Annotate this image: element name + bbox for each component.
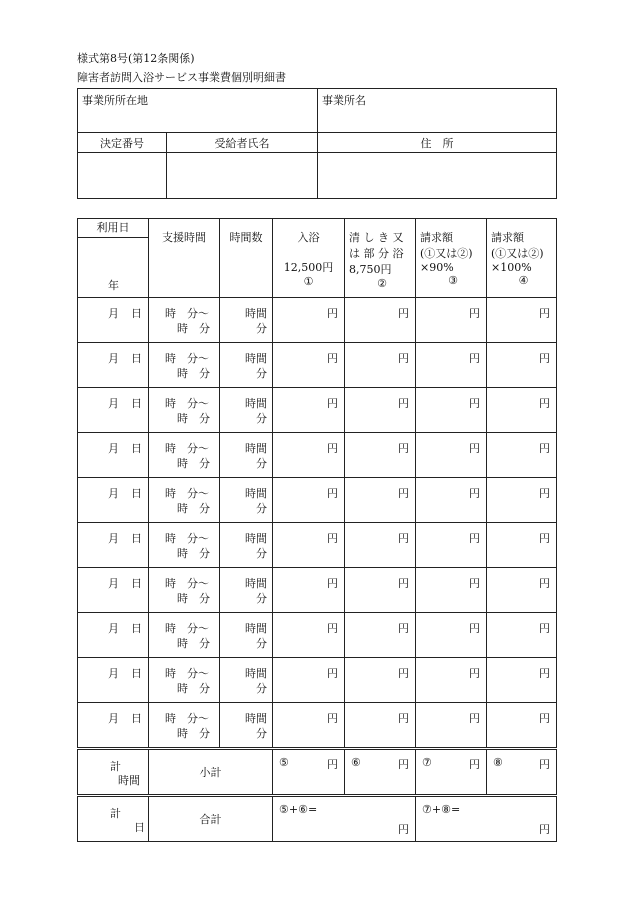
time-start-label: 時 分〜 xyxy=(165,352,209,365)
claim100-mark: ④ xyxy=(518,274,529,287)
time-end-label: 時 分 xyxy=(177,457,210,470)
time-start-label: 時 分〜 xyxy=(165,532,209,545)
bath-amount[interactable] xyxy=(273,433,345,478)
claim90-amount[interactable] xyxy=(416,703,487,749)
hours-cell[interactable] xyxy=(220,298,273,343)
yen-label: 円 xyxy=(539,667,550,680)
total-7-8[interactable] xyxy=(416,796,557,842)
time-start-label: 時 分〜 xyxy=(165,442,209,455)
yen-label: 円 xyxy=(469,577,480,590)
month-label: 月 xyxy=(108,622,119,635)
time-end-label: 時 分 xyxy=(177,367,210,380)
claim90-amount[interactable] xyxy=(416,568,487,613)
day-label: 日 xyxy=(131,352,142,365)
claim100-amount[interactable] xyxy=(487,523,557,568)
yen-label: 円 xyxy=(469,487,480,500)
date-cell[interactable] xyxy=(78,703,149,749)
hours-m-label: 分 xyxy=(256,367,267,380)
day-label: 日 xyxy=(131,307,142,320)
yen-label: 円 xyxy=(327,667,338,680)
month-label: 月 xyxy=(108,532,119,545)
claim100-amount[interactable] xyxy=(487,568,557,613)
yen-label: 円 xyxy=(539,712,550,725)
yen-label: 円 xyxy=(327,307,338,320)
table-row xyxy=(78,298,557,343)
date-cell[interactable] xyxy=(78,343,149,388)
office-address-label: 事業所所在地 xyxy=(82,94,148,107)
yen-label: 円 xyxy=(469,712,480,725)
date-cell[interactable] xyxy=(78,298,149,343)
yen-label: 円 xyxy=(539,532,550,545)
hours-cell[interactable] xyxy=(220,613,273,658)
bath-amount[interactable] xyxy=(273,703,345,749)
yen-label: 円 xyxy=(398,397,409,410)
bath-amount[interactable] xyxy=(273,658,345,703)
yen-label: 円 xyxy=(327,577,338,590)
date-cell[interactable] xyxy=(78,658,149,703)
bath-label: 入浴 xyxy=(297,231,320,244)
time-header: 支援時間 xyxy=(149,219,220,298)
yen-label: 円 xyxy=(469,307,480,320)
hours-h-label: 時間 xyxy=(245,352,267,365)
recipient-name-field[interactable] xyxy=(167,153,318,199)
yen-label: 円 xyxy=(398,577,409,590)
day-label: 日 xyxy=(131,577,142,590)
hours-h-label: 時間 xyxy=(245,532,267,545)
month-label: 月 xyxy=(108,307,119,320)
day-label: 日 xyxy=(131,532,142,545)
hours-h-label: 時間 xyxy=(245,577,267,590)
day-label: 日 xyxy=(131,712,142,725)
claim100-amount[interactable] xyxy=(487,478,557,523)
time-end-label: 時 分 xyxy=(177,637,210,650)
yen-label: 円 xyxy=(398,622,409,635)
wipe-mark: ② xyxy=(377,277,387,290)
yen-8: 円 xyxy=(539,758,550,771)
claim100-amount[interactable] xyxy=(487,613,557,658)
month-label: 月 xyxy=(108,442,119,455)
yen-label: 円 xyxy=(539,397,550,410)
hours-h-label: 時間 xyxy=(245,712,267,725)
hours-cell[interactable] xyxy=(220,343,273,388)
yen-label: 円 xyxy=(539,442,550,455)
claim100-amount[interactable] xyxy=(487,433,557,478)
wipe-amount[interactable] xyxy=(345,433,416,478)
hours-m-label: 分 xyxy=(256,682,267,695)
hours-m-label: 分 xyxy=(256,727,267,740)
time-end-label: 時 分 xyxy=(177,682,210,695)
hours-cell[interactable] xyxy=(220,658,273,703)
hours-cell[interactable] xyxy=(220,478,273,523)
yen-label: 円 xyxy=(327,532,338,545)
wipe-amount[interactable] xyxy=(345,478,416,523)
office-name-label: 事業所名 xyxy=(322,94,366,107)
day-label: 日 xyxy=(131,487,142,500)
office-address-field[interactable] xyxy=(78,89,318,133)
wipe-label-2: は 部 分 浴 xyxy=(349,247,404,260)
date-cell[interactable] xyxy=(78,568,149,613)
data-rows xyxy=(78,298,557,749)
formula-7-8: ⑦+⑧= xyxy=(422,803,461,816)
time-end-label: 時 分 xyxy=(177,502,210,515)
total-label: 合計 xyxy=(149,796,273,842)
wipe-amount[interactable] xyxy=(345,703,416,749)
bath-amount[interactable] xyxy=(273,388,345,433)
yen-label: 円 xyxy=(398,667,409,680)
yen-label: 円 xyxy=(539,352,550,365)
yen-label: 円 xyxy=(398,487,409,500)
hours-h-label: 時間 xyxy=(245,442,267,455)
time-start-label: 時 分〜 xyxy=(165,397,209,410)
day-label: 日 xyxy=(131,442,142,455)
claim100-amount[interactable] xyxy=(487,343,557,388)
table-row xyxy=(78,703,557,749)
wipe-amount[interactable] xyxy=(345,658,416,703)
yen-56: 円 xyxy=(398,823,409,836)
yen-label: 円 xyxy=(398,352,409,365)
time-end-label: 時 分 xyxy=(177,727,210,740)
date-header: 利用日 xyxy=(78,219,149,238)
address-header: 住 所 xyxy=(318,133,557,153)
table-row xyxy=(78,568,557,613)
table-row xyxy=(78,523,557,568)
claim90-amount[interactable] xyxy=(416,613,487,658)
claim100-amount[interactable] xyxy=(487,388,557,433)
hours-m-label: 分 xyxy=(256,637,267,650)
yen-label: 円 xyxy=(398,307,409,320)
month-label: 月 xyxy=(108,577,119,590)
month-label: 月 xyxy=(108,487,119,500)
day-label: 日 xyxy=(131,397,142,410)
total-5-6[interactable] xyxy=(273,796,416,842)
date-cell[interactable] xyxy=(78,388,149,433)
claim100-amount[interactable] xyxy=(487,703,557,749)
claim90-amount[interactable] xyxy=(416,433,487,478)
month-label: 月 xyxy=(108,667,119,680)
hours-h-label: 時間 xyxy=(245,622,267,635)
time-cell[interactable] xyxy=(149,388,220,433)
year-cell xyxy=(78,238,149,298)
day-label: 日 xyxy=(131,622,142,635)
wipe-price: 8,750円 xyxy=(349,263,392,276)
hours-m-label: 分 xyxy=(256,592,267,605)
subtotal-6[interactable] xyxy=(345,749,416,796)
yen-label: 円 xyxy=(469,352,480,365)
bath-price: 12,500円 xyxy=(283,261,334,274)
hours-m-label: 分 xyxy=(256,502,267,515)
hours-h-label: 時間 xyxy=(245,667,267,680)
bath-amount[interactable] xyxy=(273,613,345,658)
wipe-amount[interactable] xyxy=(345,613,416,658)
claim100-label-2: (①又は②) xyxy=(491,247,544,260)
month-label: 月 xyxy=(108,352,119,365)
bath-amount[interactable] xyxy=(273,568,345,613)
mark-8: ⑧ xyxy=(493,756,503,769)
claim90-amount[interactable] xyxy=(416,523,487,568)
subtotal-7[interactable] xyxy=(416,749,487,796)
claim90-amount[interactable] xyxy=(416,658,487,703)
claim100-label-1: 請求額 xyxy=(491,231,524,244)
yen-label: 円 xyxy=(539,487,550,500)
hours-cell[interactable] xyxy=(220,703,273,749)
time-cell[interactable] xyxy=(149,613,220,658)
subtotal-count-cell xyxy=(78,749,149,796)
time-start-label: 時 分〜 xyxy=(165,712,209,725)
yen-7: 円 xyxy=(469,758,480,771)
wipe-amount[interactable] xyxy=(345,388,416,433)
claim90-label-1: 請求額 xyxy=(420,231,453,244)
formula-5-6: ⑤+⑥= xyxy=(279,803,318,816)
table-row xyxy=(78,613,557,658)
yen-label: 円 xyxy=(539,577,550,590)
claim100-header xyxy=(487,219,557,298)
total-count-cell xyxy=(78,796,149,842)
claim90-amount[interactable] xyxy=(416,388,487,433)
kei-label: 計 xyxy=(110,760,121,773)
recipient-name-header: 受給者氏名 xyxy=(167,133,318,153)
hours-header: 時間数 xyxy=(220,219,273,298)
table-row xyxy=(78,478,557,523)
time-cell[interactable] xyxy=(149,478,220,523)
yen-5: 円 xyxy=(327,758,338,771)
yen-label: 円 xyxy=(469,667,480,680)
document-title: 障害者訪問入浴サービス事業費個別明細書 xyxy=(77,71,286,84)
month-label: 月 xyxy=(108,712,119,725)
time-start-label: 時 分〜 xyxy=(165,667,209,680)
claim100-label-3: ×100% xyxy=(491,261,532,274)
yen-label: 円 xyxy=(327,622,338,635)
yen-label: 円 xyxy=(327,352,338,365)
yen-label: 円 xyxy=(469,442,480,455)
date-cell[interactable] xyxy=(78,433,149,478)
hours-m-label: 分 xyxy=(256,457,267,470)
bath-amount[interactable] xyxy=(273,343,345,388)
mark-7: ⑦ xyxy=(422,756,432,769)
wipe-amount[interactable] xyxy=(345,568,416,613)
time-end-label: 時 分 xyxy=(177,412,210,425)
hours-cell[interactable] xyxy=(220,433,273,478)
mark-6: ⑥ xyxy=(351,756,361,769)
date-cell[interactable] xyxy=(78,478,149,523)
hours-h-label: 時間 xyxy=(245,487,267,500)
date-cell[interactable] xyxy=(78,613,149,658)
bath-amount[interactable] xyxy=(273,478,345,523)
yen-6: 円 xyxy=(398,758,409,771)
claim90-amount[interactable] xyxy=(416,478,487,523)
jikan-label: 時間 xyxy=(118,774,140,787)
hours-cell[interactable] xyxy=(220,523,273,568)
time-end-label: 時 分 xyxy=(177,547,210,560)
hours-cell[interactable] xyxy=(220,568,273,613)
wipe-amount[interactable] xyxy=(345,298,416,343)
table-row xyxy=(78,433,557,478)
yen-label: 円 xyxy=(327,442,338,455)
hours-m-label: 分 xyxy=(256,412,267,425)
wipe-header xyxy=(345,219,416,298)
claim100-amount[interactable] xyxy=(487,658,557,703)
detail-table xyxy=(77,218,557,842)
yen-label: 円 xyxy=(398,712,409,725)
bath-mark: ① xyxy=(303,275,314,288)
wipe-label-1: 清 し き 又 xyxy=(349,231,404,244)
claim90-label-3: ×90% xyxy=(420,261,454,274)
yen-label: 円 xyxy=(539,307,550,320)
claim90-amount[interactable] xyxy=(416,298,487,343)
hours-m-label: 分 xyxy=(256,322,267,335)
time-cell[interactable] xyxy=(149,343,220,388)
yen-label: 円 xyxy=(398,442,409,455)
hours-h-label: 時間 xyxy=(245,397,267,410)
time-cell[interactable] xyxy=(149,658,220,703)
info-table xyxy=(77,88,557,199)
yen-label: 円 xyxy=(327,712,338,725)
wipe-amount[interactable] xyxy=(345,523,416,568)
office-name-field[interactable] xyxy=(318,89,557,133)
kei-label-2: 計 xyxy=(110,807,121,820)
yen-label: 円 xyxy=(469,397,480,410)
subtotal-5[interactable] xyxy=(273,749,345,796)
date-cell[interactable] xyxy=(78,523,149,568)
table-row xyxy=(78,343,557,388)
yen-label: 円 xyxy=(469,532,480,545)
time-cell[interactable] xyxy=(149,568,220,613)
decision-number-header: 決定番号 xyxy=(78,133,167,153)
time-start-label: 時 分〜 xyxy=(165,622,209,635)
yen-label: 円 xyxy=(469,622,480,635)
bath-amount[interactable] xyxy=(273,298,345,343)
bath-header xyxy=(273,219,345,298)
time-end-label: 時 分 xyxy=(177,322,210,335)
yen-label: 円 xyxy=(398,532,409,545)
mark-5: ⑤ xyxy=(279,756,289,769)
yen-label: 円 xyxy=(327,487,338,500)
time-cell[interactable] xyxy=(149,298,220,343)
claim100-amount[interactable] xyxy=(487,298,557,343)
time-start-label: 時 分〜 xyxy=(165,307,209,320)
claim90-amount[interactable] xyxy=(416,343,487,388)
time-end-label: 時 分 xyxy=(177,592,210,605)
form-number: 様式第8号(第12条関係) xyxy=(77,52,195,65)
time-cell[interactable] xyxy=(149,703,220,749)
table-row xyxy=(78,658,557,703)
year-label: 年 xyxy=(108,279,119,292)
table-row xyxy=(78,388,557,433)
yen-label: 円 xyxy=(327,397,338,410)
claim90-label-2: (①又は②) xyxy=(420,247,473,260)
subtotal-label: 小計 xyxy=(149,749,273,796)
hours-h-label: 時間 xyxy=(245,307,267,320)
hours-cell[interactable] xyxy=(220,388,273,433)
wipe-amount[interactable] xyxy=(345,343,416,388)
yen-label: 円 xyxy=(539,622,550,635)
time-start-label: 時 分〜 xyxy=(165,487,209,500)
claim90-header xyxy=(416,219,487,298)
bath-amount[interactable] xyxy=(273,523,345,568)
claim90-mark: ③ xyxy=(448,274,458,287)
time-cell[interactable] xyxy=(149,433,220,478)
time-start-label: 時 分〜 xyxy=(165,577,209,590)
decision-number-field[interactable] xyxy=(78,153,167,199)
subtotal-8[interactable] xyxy=(487,749,557,796)
month-label: 月 xyxy=(108,397,119,410)
address-field[interactable] xyxy=(318,153,557,199)
time-cell[interactable] xyxy=(149,523,220,568)
yen-78: 円 xyxy=(539,823,550,836)
day-label: 日 xyxy=(131,667,142,680)
nichi-label: 日 xyxy=(134,821,145,834)
hours-m-label: 分 xyxy=(256,547,267,560)
